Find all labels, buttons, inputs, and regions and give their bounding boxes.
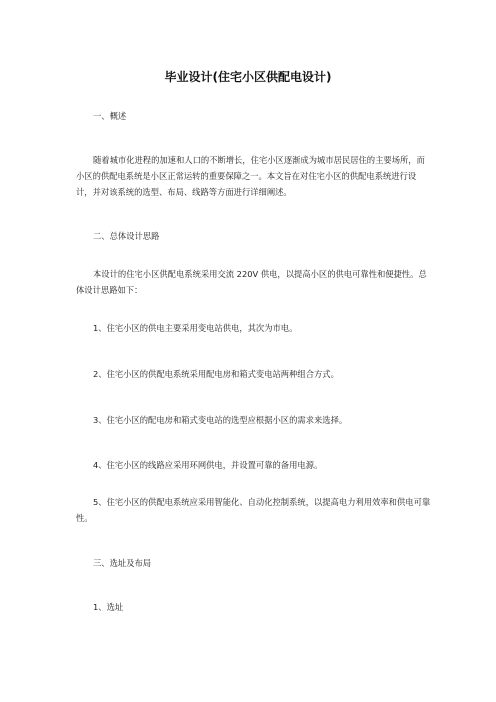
design-list-item: 4、住宅小区的线路应采用环网供电，并设置可靠的备用电源。 <box>93 460 323 470</box>
section-heading-design-approach: 二、总体设计思路 <box>93 231 160 241</box>
design-approach-paragraph: 本设计的住宅小区供配电系统采用交流 220V 供电，以提高小区的供电可靠性和便捷性。总体设计思路如下： <box>76 269 427 295</box>
design-list-item: 1、住宅小区的供电主要采用变电站供电，其次为市电。 <box>93 323 298 333</box>
design-list-item: 5、住宅小区的供配电系统应采用智能化、自动化控制系统，以提高电力利用效率和供电可靠性。 <box>76 497 431 523</box>
overview-paragraph: 随着城市化进程的加速和人口的不断增长，住宅小区逐渐成为城市居民居住的主要场所，而小区的供配电系统是小区正常运转的重要保障之一。本文旨在对住宅小区的供配电系统进行设计，并对该系统的选型、布局、线路等方面进行详细阐述。 <box>76 155 425 197</box>
section-heading-site-layout: 三、选址及布局 <box>93 558 152 568</box>
design-list-item: 3、住宅小区的配电房和箱式变电站的选型应根据小区的需求来选择。 <box>93 415 348 425</box>
section-heading-overview: 一、概述 <box>93 111 127 121</box>
design-list-item: 2、住宅小区的供配电系统采用配电房和箱式变电站两种组合方式。 <box>93 369 339 379</box>
subsection-heading-site: 1、选址 <box>93 602 124 612</box>
document-title: 毕业设计(住宅小区供配电设计) <box>164 70 332 84</box>
